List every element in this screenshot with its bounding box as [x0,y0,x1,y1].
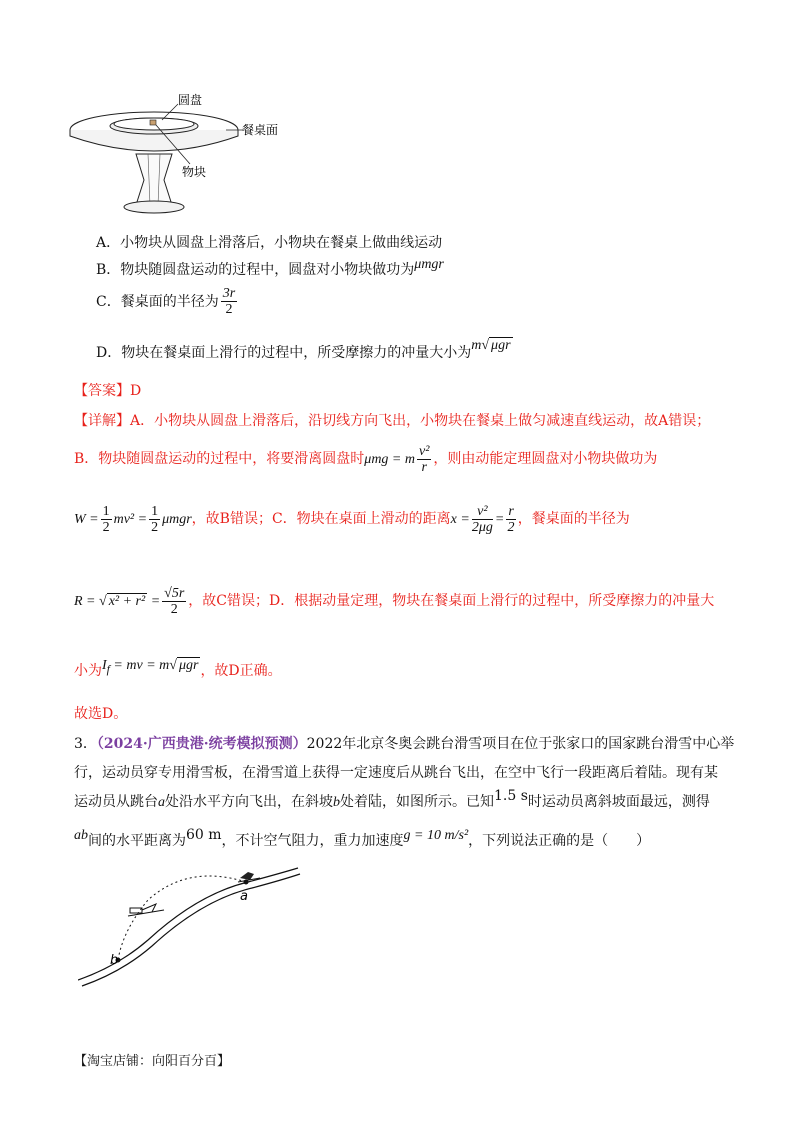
footer: 【淘宝店铺：向阳百分百】 [74,1054,231,1069]
option-a: A．小物块从圆盘上滑落后，小物块在餐桌上做曲线运动 [96,235,443,251]
table-figure [66,90,296,220]
label-disk: 圆盘 [178,93,203,107]
label-block: 物块 [182,165,207,179]
option-d: D．物块在餐桌面上滑行的过程中，所受摩擦力的冲量大小为m√ μgr [96,338,511,361]
ski-slope-figure [78,860,308,990]
detail-line-2: B．物块随圆盘运动的过程中，将要滑离圆盘时μmg = m $\frac{\text{v²}}{r}$ ，则由动能定理圆盘对小物块做功为 [74,444,658,476]
question3-line-2: 行，运动员穿专用滑雪板，在滑雪道上获得一定速度后从跳台飞出，在空中飞行一段距离后着陆。现有某 [74,765,718,781]
label-table: 餐桌面 [242,123,279,137]
answer-label: 【答案】D [74,383,142,399]
detail-line-5: 小为$I_f$ = mv = m√ μgr ，故D正确。 [74,658,282,679]
detail-line-6: 故选D。 [74,706,128,722]
question3-line-3: 运动员从跳台a处沿水平方向飞出，在斜坡b处着陆，如图所示。已知1.5 s时运动员离斜坡面最远，测得 [74,788,710,810]
detail-line-1: 【详解】A．小物块从圆盘上滑落后，沿切线方向飞出，小物块在餐桌上做匀减速直线运动，故A错误； [74,413,711,429]
option-c: C．餐桌面的半径为 $\frac{3r}{2}$ [96,286,236,318]
option-b: B．物块随圆盘运动的过程中，圆盘对小物块做功为μmgr [96,257,444,278]
label-b: b [110,953,119,968]
label-a: a [240,889,248,904]
question3-line-4: ab间的水平距离为60 m，不计空气阻力，重力加速度g = 10 m/s²，下列说法正确的是（ ） [74,827,651,849]
detail-line-4: R = √ x² + r² = $\frac{√5r}{2}$ ，故C错误；D．根据动量定理，物块在餐桌面上滑行的过程中，所受摩擦力的冲量大 [74,586,715,618]
question3-line-1: 3．（2024·广西贵港·统考模拟预测）2022年北京冬奥会跳台滑雪项目在位于张家口的国家跳台滑雪中心举 [74,736,735,752]
detail-line-3: W = $\frac{1}{2}$ mv² = $\frac{1}{2}$ μmgr，故B错误；C．物块在桌面上滑动的距离x = $\frac{\text{v²}}{2\mu g}$ = $\frac{r}{2}$ ，餐桌面的半径为 [74,504,630,536]
question3-source: （2024·广西贵港·统考模拟预测） [96,736,307,752]
